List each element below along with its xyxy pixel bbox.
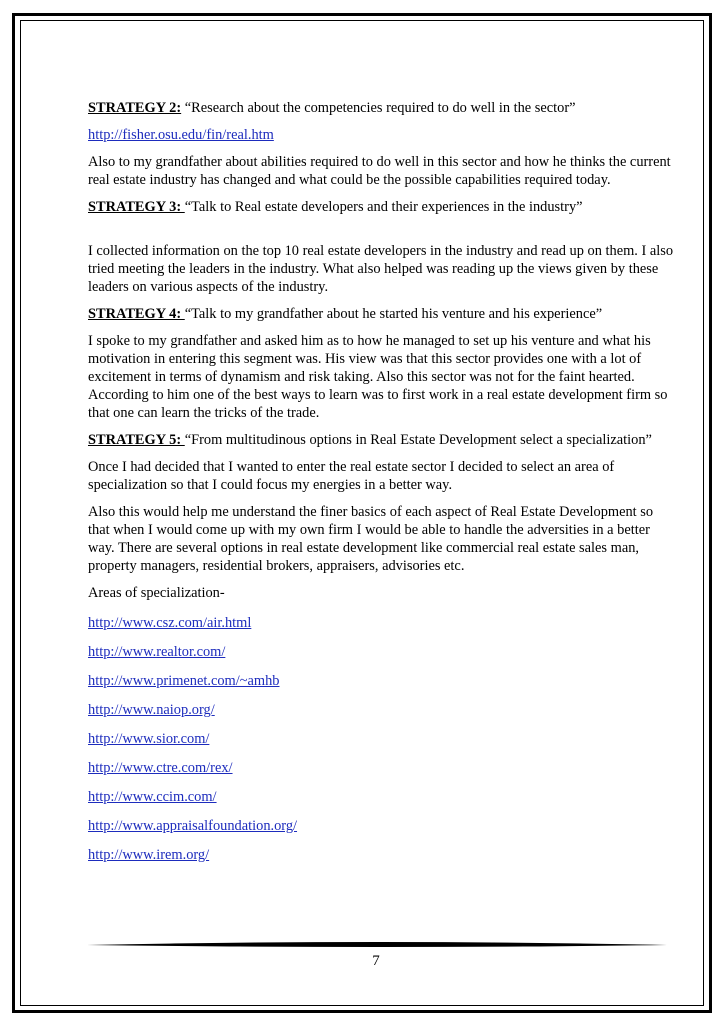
specialization-link-csz[interactable]: http://www.csz.com/air.html <box>88 615 252 631</box>
strategy-4-label: STRATEGY 4: <box>88 306 185 322</box>
link-line <box>88 846 674 864</box>
paragraph-specialization-decision: Once I had decided that I wanted to enter the real estate sector I decided to select an area of specialization so that I could focus my energies in a better way. <box>88 459 615 493</box>
strategy-3-label: STRATEGY 3: <box>88 199 185 215</box>
strategy-4-title: “Talk to my grandfather about he started his venture and his experience” <box>184 306 603 322</box>
footer-rule <box>87 938 667 952</box>
link-line <box>88 614 674 632</box>
strategy-2-heading <box>88 99 674 117</box>
paragraph-finer-basics: Also this would help me understand the finer basics of each aspect of Real Estate Development so that when I would come up with my own firm I would be able to handle the adversities in a better way. There are several options in real estate development like commercial real estate sales man, property managers, residential brokers, appraisers, advisories etc. <box>88 504 654 574</box>
strategy-5-title: “From multitudinous options in Real Estate Development select a specialization” <box>184 432 652 448</box>
strategy-5-heading <box>88 431 674 449</box>
specialization-link-naiop[interactable]: http://www.naiop.org/ <box>88 702 215 718</box>
specialization-link-irem[interactable]: http://www.irem.org/ <box>88 847 210 863</box>
specialization-link-ctre[interactable]: http://www.ctre.com/rex/ <box>88 760 233 776</box>
page-number: 7 <box>372 953 380 969</box>
link-line <box>88 643 674 661</box>
fisher-link[interactable]: http://fisher.osu.edu/fin/real.htm <box>88 127 274 143</box>
link-line <box>88 817 674 835</box>
link-line <box>88 730 674 748</box>
link-line <box>88 759 674 777</box>
strategy-4-heading <box>88 305 674 323</box>
specialization-link-sior[interactable]: http://www.sior.com/ <box>88 731 210 747</box>
strategy-3-heading <box>88 198 674 216</box>
paragraph-grandfather-abilities: Also to my grandfather about abilities required to do well in this sector and how he thinks the current real estate industry has changed and what could be the possible capabilities required today. <box>88 154 671 188</box>
fisher-link-line <box>88 126 674 144</box>
specialization-link-ccim[interactable]: http://www.ccim.com/ <box>88 789 217 805</box>
areas-heading: Areas of specialization- <box>88 585 225 601</box>
paragraph-developers-info: I collected information on the top 10 real estate developers in the industry and read up on them. I also tried meeting the leaders in the industry. What also helped was reading up the views given by these leaders on various aspects of the industry. <box>88 243 674 295</box>
page-content <box>88 99 674 875</box>
link-line <box>88 672 674 690</box>
link-line <box>88 701 674 719</box>
specialization-link-primenet[interactable]: http://www.primenet.com/~amhb <box>88 673 280 689</box>
specialization-link-realtor[interactable]: http://www.realtor.com/ <box>88 644 226 660</box>
strategy-3-title: “Talk to Real estate developers and their experiences in the industry” <box>184 199 583 215</box>
strategy-2-label: STRATEGY 2: <box>88 100 182 116</box>
specialization-link-appraisalfoundation[interactable]: http://www.appraisalfoundation.org/ <box>88 818 298 834</box>
strategy-5-label: STRATEGY 5: <box>88 432 185 448</box>
strategy-2-title: “Research about the competencies required to do well in the sector” <box>181 100 576 116</box>
paragraph-grandfather-venture: I spoke to my grandfather and asked him as to how he managed to set up his venture and what his motivation in entering this segment was. His view was that this sector provides one with a lot of excitement in terms of dynamism and risk taking. Also this sector was not for the faint hearted. According to him one of the best ways to learn was to first work in a real estate development firm so that one can learn the tricks of the trade. <box>88 333 668 421</box>
link-line <box>88 788 674 806</box>
